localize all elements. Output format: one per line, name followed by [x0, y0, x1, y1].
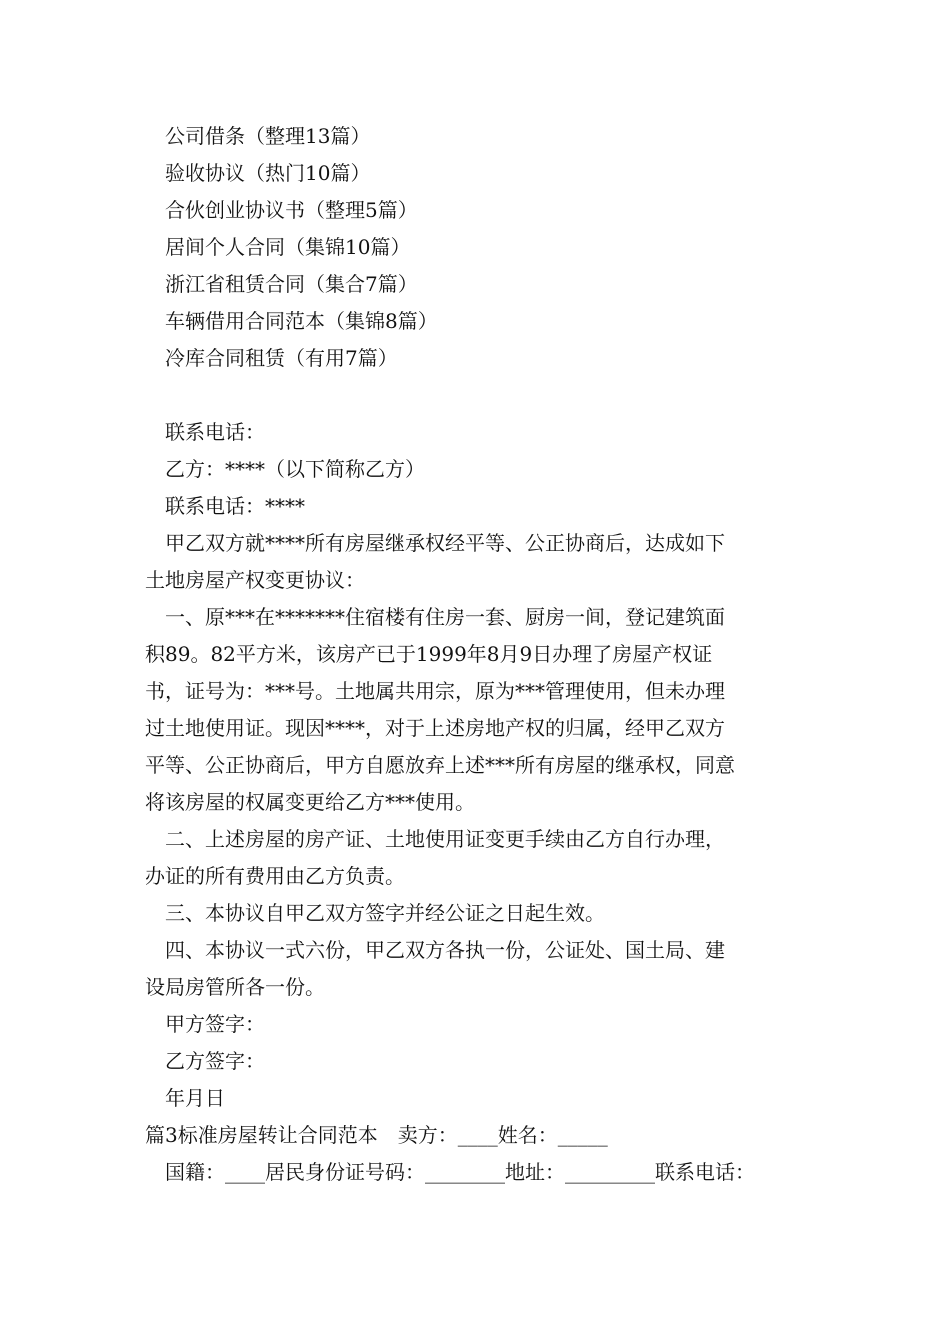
clause-3: 三、本协议自甲乙双方签字并经公证之日起生效。: [165, 901, 605, 925]
list-item[interactable]: 合伙创业协议书（整理5篇）: [165, 198, 418, 222]
clause-1: [145, 599, 815, 821]
intro-line: 土地房屋产权变更协议：: [145, 568, 365, 592]
clause-line: 四、本协议一式六份，甲乙双方各执一份，公证处、国土局、建: [165, 938, 725, 962]
list-item[interactable]: 公司借条（整理13篇）: [165, 124, 371, 148]
sign-party-a: 甲方签字：: [165, 1012, 265, 1036]
spacer: [145, 377, 815, 414]
list-item[interactable]: 浙江省租赁合同（集合7篇）: [165, 272, 418, 296]
document-body: [145, 118, 815, 1191]
clause-line: 二、上述房屋的房产证、土地使用证变更手续由乙方自行办理，: [165, 827, 725, 851]
list-item[interactable]: 冷库合同租赁（有用7篇）: [165, 346, 398, 370]
contact-phone-b: 联系电话：****: [165, 494, 305, 518]
list-item[interactable]: 居间个人合同（集锦10篇）: [165, 235, 411, 259]
list-item[interactable]: 验收协议（热门10篇）: [165, 161, 371, 185]
clause-line: 过土地使用证。现因****，对于上述房地产权的归属，经甲乙双方: [145, 716, 725, 740]
clause-line: 办证的所有费用由乙方负责。: [145, 864, 405, 888]
sign-party-b: 乙方签字：: [165, 1049, 265, 1073]
intro-paragraph: [145, 525, 815, 599]
clause-line: 平等、公正协商后，甲方自愿放弃上述***所有房屋的继承权，同意: [145, 753, 735, 777]
list-item[interactable]: 车辆借用合同范本（集锦8篇）: [165, 309, 438, 333]
clause-line: 一、原***在*******住宿楼有住房一套、厨房一间，登记建筑面: [165, 605, 725, 629]
contact-phone-label: 联系电话：: [165, 420, 265, 444]
date-line: 年月日: [165, 1086, 225, 1110]
clause-4: [145, 932, 815, 1006]
clause-2: [145, 821, 815, 895]
party-b-line: 乙方：****（以下简称乙方）: [165, 457, 425, 481]
clause-line: 书，证号为：***号。土地属共用宗，原为***管理使用，但未办理: [145, 679, 725, 703]
intro-line: 甲乙双方就****所有房屋继承权经平等、公正协商后，达成如下: [165, 531, 725, 555]
clause-line: 将该房屋的权属变更给乙方***使用。: [145, 790, 475, 814]
related-list: [145, 118, 815, 377]
next-contract-title: 篇3标准房屋转让合同范本 卖方：____姓名：_____: [145, 1123, 608, 1147]
clause-line: 设局房管所各一份。: [145, 975, 325, 999]
next-contract-info: 国籍：____居民身份证号码：________地址：_________联系电话：: [165, 1160, 755, 1184]
clause-line: 积89。82平方米，该房产已于1999年8月9日办理了房屋产权证: [145, 642, 713, 666]
